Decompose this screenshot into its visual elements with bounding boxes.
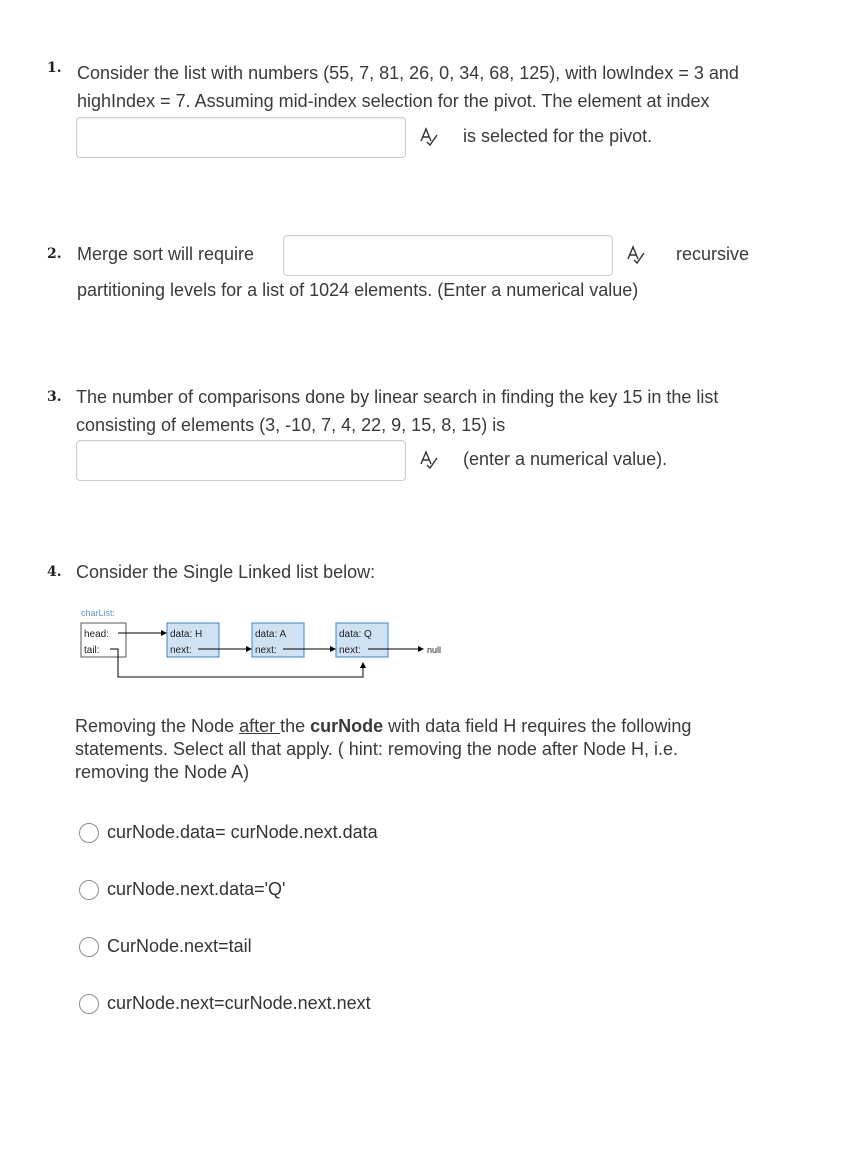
question-1-suffix: is selected for the pivot. <box>463 126 653 146</box>
question-2-answer-input[interactable] <box>283 235 613 276</box>
node-q-data: data: Q <box>339 629 372 640</box>
option-4-radio[interactable] <box>79 994 99 1014</box>
question-3-suffix: (enter a numerical value). <box>463 449 668 469</box>
question-1-number: 1. <box>47 60 62 76</box>
option-2-label[interactable]: curNode.next.data='Q' <box>107 879 286 899</box>
null-label: null <box>427 645 442 655</box>
question-4-title: Consider the Single Linked list below: <box>76 562 376 582</box>
option-3-label[interactable]: CurNode.next=tail <box>107 936 252 956</box>
question-2-suffix: recursive <box>676 244 750 264</box>
question-2-line-2: partitioning levels for a list of 1024 elements. (Enter a numerical value) <box>77 280 639 300</box>
question-1-line-2: highIndex = 7. Assuming mid-index selection for the pivot. The element at index <box>77 91 710 111</box>
head-label: head: <box>84 629 110 640</box>
option-1-label[interactable]: curNode.data= curNode.next.data <box>107 822 378 842</box>
question-4-body-line-3: removing the Node A) <box>75 762 250 782</box>
node-a-next: next: <box>255 645 277 656</box>
tail-label: tail: <box>84 645 100 656</box>
charlist-label: charList: <box>81 608 116 618</box>
question-3-answer-input[interactable] <box>76 440 406 481</box>
linked-list-diagram <box>78 603 458 693</box>
node-h-next: next: <box>170 645 192 656</box>
node-q-next: next: <box>339 645 361 656</box>
question-1-line-1: Consider the list with numbers (55, 7, 81, 26, 0, 34, 68, 125), with lowIndex = 3 and <box>77 63 739 83</box>
option-1-radio[interactable] <box>79 823 99 843</box>
question-4-body-line-2: statements. Select all that apply. ( hint: removing the node after Node H, i.e. <box>75 739 678 759</box>
node-a-data: data: A <box>255 629 287 640</box>
question-1-answer-input[interactable] <box>76 117 406 158</box>
spellcheck-icon[interactable] <box>418 126 440 148</box>
question-2-number: 2. <box>47 246 62 262</box>
option-4-label[interactable]: curNode.next=curNode.next.next <box>107 993 371 1013</box>
spellcheck-icon[interactable] <box>418 449 440 471</box>
question-4-body-line-1: Removing the Node after the curNode with data field H requires the following <box>75 716 692 736</box>
tail-arrow <box>110 649 363 677</box>
question-3-line-1: The number of comparisons done by linear search in finding the key 15 in the list <box>76 387 719 407</box>
option-2-radio[interactable] <box>79 880 99 900</box>
question-2-prefix: Merge sort will require <box>77 244 255 264</box>
option-3-radio[interactable] <box>79 937 99 957</box>
spellcheck-icon[interactable] <box>625 244 647 266</box>
question-4-number: 4. <box>47 564 62 580</box>
node-h-data: data: H <box>170 629 203 640</box>
question-3-number: 3. <box>47 389 62 405</box>
question-3-line-2: consisting of elements (3, -10, 7, 4, 22, 9, 15, 8, 15) is <box>76 415 506 435</box>
